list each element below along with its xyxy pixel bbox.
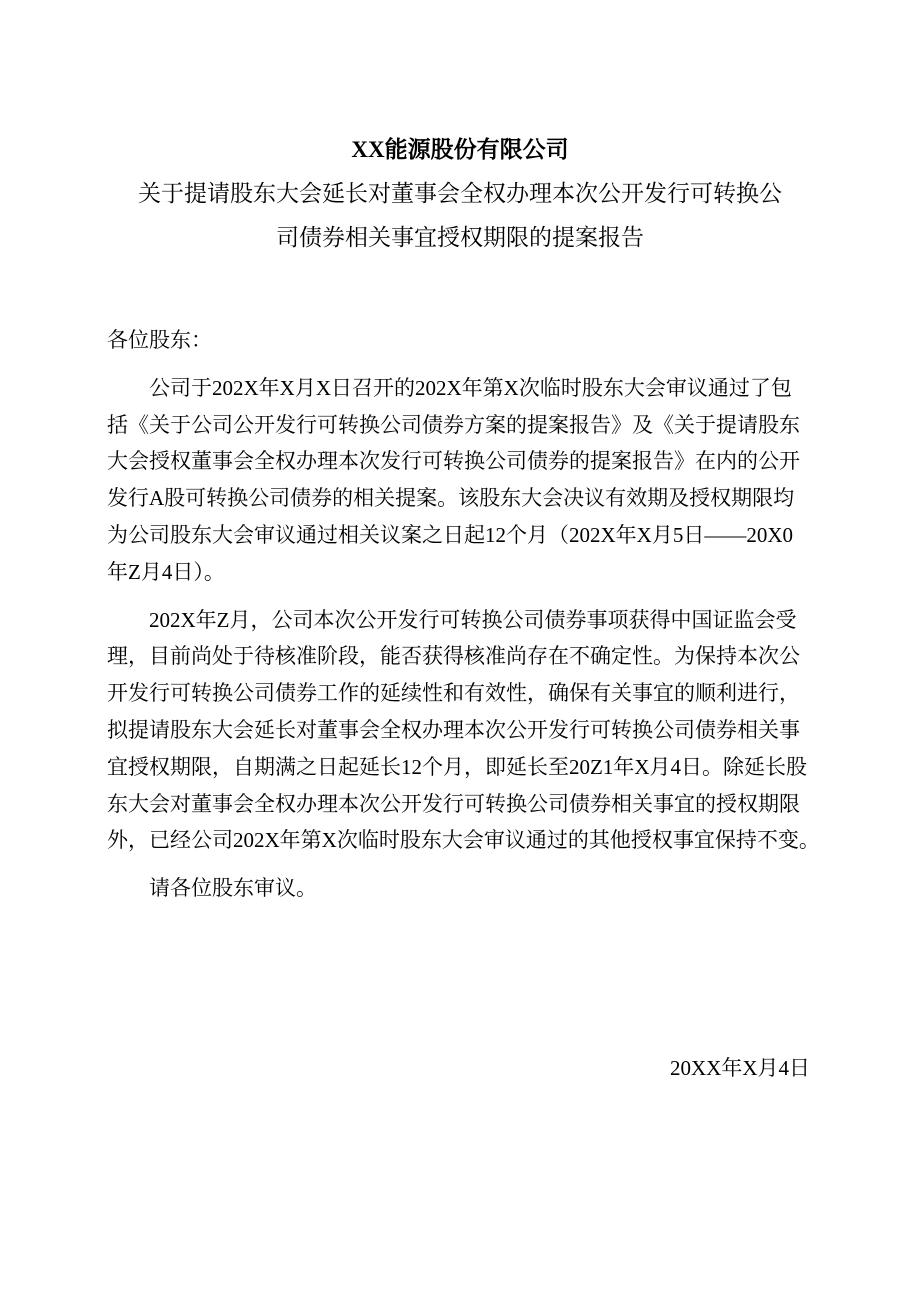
paragraph-line: 公司于202X年X月X日召开的202X年第X次临时股东大会审议通过了包 — [149, 375, 792, 400]
paragraph-line: 括《关于公司公开发行可转换公司债券方案的提案报告》及《关于提请股东 — [107, 412, 800, 437]
paragraph-2 — [107, 602, 833, 860]
paragraph-line: 开发行可转换公司债券工作的延续性和有效性，确保有关事宜的顺利进行， — [107, 681, 800, 706]
document-date: 20XX年X月4日 — [670, 1056, 810, 1080]
paragraph-1 — [107, 370, 833, 591]
paragraph-line: 理，目前尚处于待核准阶段，能否获得核准尚存在不确定性。为保持本次公 — [107, 644, 800, 669]
paragraph-line: 拟提请股东大会延长对董事会全权办理本次公开发行可转换公司债券相关事 — [107, 717, 800, 742]
paragraph-line: 大会授权董事会全权办理本次发行可转换公司债券的提案报告》在内的公开 — [107, 449, 800, 474]
paragraph-3 — [107, 870, 833, 907]
paragraph-line: 外，已经公司202X年第X次临时股东大会审议通过的其他授权事宜保持不变。 — [107, 828, 820, 853]
title-line-2: 关于提请股东大会延长对董事会全权办理本次公开发行可转换公 — [138, 181, 782, 206]
document-body — [107, 322, 833, 918]
document-title — [0, 128, 920, 260]
paragraph-line: 为公司股东大会审议通过相关议案之日起12个月（202X年X月5日——20X0 — [107, 522, 793, 547]
paragraph-line: 请各位股东审议。 — [149, 876, 317, 901]
company-name: XX能源股份有限公司 — [351, 137, 569, 162]
paragraph-line: 宜授权期限，自期满之日起延长12个月，即延长至20Z1年X月4日。除延长股 — [107, 754, 807, 779]
paragraph-line: 发行A股可转换公司债券的相关提案。该股东大会决议有效期及授权期限均 — [107, 486, 795, 511]
paragraph-line: 东大会对董事会全权办理本次公开发行可转换公司债券相关事宜的授权期限 — [107, 791, 800, 816]
paragraph-line: 年Z月4日）。 — [107, 559, 225, 584]
paragraph-line: 202X年Z月，公司本次公开发行可转换公司债券事项获得中国证监会受 — [149, 607, 797, 632]
title-line-3: 司债券相关事宜授权期限的提案报告 — [276, 225, 644, 250]
salutation: 各位股东： — [107, 328, 212, 352]
